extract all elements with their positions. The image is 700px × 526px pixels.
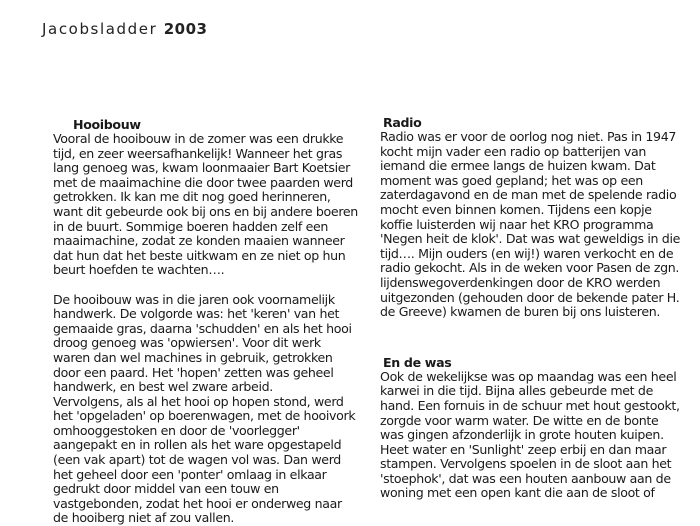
paragraph-gap — [53, 278, 358, 293]
section-title-en-de-was: En de was — [383, 354, 452, 370]
page-header — [42, 20, 208, 38]
header-year: 2003 — [163, 20, 208, 38]
right-column — [380, 116, 680, 501]
section-gap — [380, 320, 680, 356]
paragraph-hooibouw-2: De hooibouw was in die jaren ook voornamelijk handwerk. De volgorde was: het 'keren' van het gemaaide gras, daarna 'schudden' en als het hooi droog genoeg was 'opwiersen'. Voor dit werk waren dan wel machines in gebruik, getrokken door een paard. Het 'hopen' zetten was geheel handwerk, en best wel zware arbeid. — [53, 291, 352, 395]
paragraph-en-de-was-1: Ook de wekelijkse was op maandag was een heel karwei in die tijd. Bijna alles gebeurde met de hand. Een fornuis in de schuur met hout gestookt, zorgde voor warm water. De witte en de bonte was gingen afzonderlijk in grote houten kuipen. Heet water en 'Sunlight' zeep erbij en dan maar stampen. Vervolgens spoelen in de sloot aan het 'stoephok', dat was een houten aanbouw aan de woning met een open kant die aan de sloot of — [380, 368, 680, 501]
section-title-radio: Radio — [383, 115, 422, 130]
left-column — [53, 118, 358, 526]
header-title: Jacobsladder — [42, 20, 158, 38]
paragraph-radio-1: Radio was er voor de oorlog nog niet. Pas in 1947 kocht mijn vader een radio op batterijen van iemand die ermee langs de huizen kwam. Dat moment was goed gepland; het was op een zaterdagavond en de man met de spelende radio mocht even binnen komen. Tijdens een kopje koffie luisterden wij naar het KRO programma 'Negen heit de klok'. Dat was wat geweldigs in die tijd…. Mijn ouders (en wij!) waren verkocht en de radio gekocht. Als in de weken voor Pasen de zgn. lijdenswegoverdenkingen door de KRO werden uitgezonden (gehouden door de bekende pater H. de Greeve) kwamen de buren bij ons luisteren. — [380, 129, 680, 320]
paragraph-hooibouw-3: Vervolgens, als al het hooi op hopen stond, werd het 'opgeladen' op boerenwagen, met de hooivork omhooggestoken en door de 'voorlegger' aangepakt en in rollen als het ware opgestapeld (een vak apart) tot de wagen vol was. Dan werd het geheel door een 'ponter' omlaag in elkaar gedrukt door middel van een touw en vastgebonden, zodat het hooi er onderweg naar de hooiberg niet af zou vallen. — [53, 393, 356, 526]
section-title-hooibouw: Hooibouw — [73, 117, 141, 132]
paragraph-hooibouw-1: Vooral de hooibouw in de zomer was een drukke tijd, en zeer weersafhankelijk! Wanneer het gras lang genoeg was, kwam loonmaaier Bart Koetsier met de maaimachine die door twee paarden werd getrokken. Ik kan me dit nog goed herinneren, want dit gebeurde ook bij ons en bij andere boeren in de buurt. Sommige boeren hadden zelf een maaimachine, zodat ze konden maaien wanneer dat hun dat het beste uitkwam en ze niet op hun beurt hoefden te wachten…. — [53, 131, 358, 278]
